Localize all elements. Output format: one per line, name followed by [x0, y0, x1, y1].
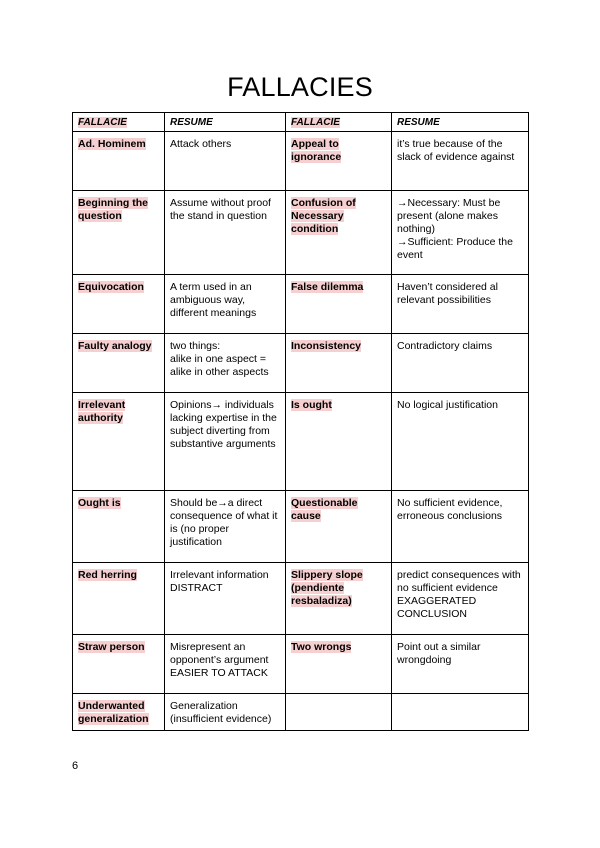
fallacy-resume: it’s true because of the slack of evidence against — [397, 138, 515, 163]
table-cell — [392, 275, 529, 334]
fallacy-resume: Opinions→ individuals lacking expertise in the subject diverting from substantive arguments — [170, 399, 277, 450]
fallacy-resume: No sufficient evidence, erroneous conclusions — [397, 497, 503, 522]
fallacy-resume: EASIER TO ATTACK — [170, 667, 268, 679]
fallacy-name: Appeal to ignorance — [291, 138, 342, 163]
fallacy-resume: Haven’t considered al relevant possibilities — [397, 281, 498, 306]
table-row — [73, 275, 529, 334]
table-cell — [286, 393, 392, 491]
table-cell — [286, 635, 392, 694]
table-cell — [165, 491, 286, 563]
table-cell — [165, 563, 286, 635]
header-cell — [392, 113, 529, 132]
fallacy-resume: →Sufficient: Produce the event — [397, 236, 513, 261]
table-cell — [165, 275, 286, 334]
fallacy-name: False dilemma — [291, 281, 364, 293]
table-cell — [165, 132, 286, 191]
fallacy-name: Two wrongs — [291, 641, 352, 653]
table-row — [73, 635, 529, 694]
fallacy-resume: Generalization (insufficient evidence) — [170, 700, 272, 725]
table-cell — [165, 635, 286, 694]
table-cell — [392, 635, 529, 694]
table-cell — [165, 334, 286, 393]
fallacy-name: Ought is — [78, 497, 121, 509]
table-cell — [286, 334, 392, 393]
fallacy-resume: No logical justification — [397, 399, 498, 411]
header-resume-1: RESUME — [170, 117, 213, 128]
table-cell — [392, 393, 529, 491]
fallacy-resume: Attack others — [170, 138, 232, 150]
header-cell — [286, 113, 392, 132]
fallacy-name: Inconsistency — [291, 340, 362, 352]
table-row — [73, 563, 529, 635]
fallacy-name: Straw person — [78, 641, 145, 653]
fallacy-resume: Point out a similar wrongdoing — [397, 641, 481, 666]
fallacy-name: Faulty analogy — [78, 340, 152, 352]
table-cell — [165, 191, 286, 275]
fallacy-resume: Misrepresent an opponent’s argument — [170, 641, 269, 666]
table-cell — [73, 334, 165, 393]
table-cell — [286, 694, 392, 731]
table-row — [73, 132, 529, 191]
fallacy-resume: Assume without proof the stand in question — [170, 197, 271, 222]
fallacy-name: Ad. Hominem — [78, 138, 146, 150]
fallacy-name: Confusion of Necessary condition — [291, 197, 356, 235]
fallacy-resume: Should be→a direct consequence of what it is (no proper justification — [170, 497, 278, 548]
fallacy-resume: →Necessary: Must be present (alone makes nothing) — [397, 197, 501, 235]
table-cell — [392, 694, 529, 731]
table-cell — [73, 635, 165, 694]
table-cell — [73, 694, 165, 731]
table-cell — [165, 393, 286, 491]
header-resume-2: RESUME — [397, 117, 440, 128]
table-cell — [165, 694, 286, 731]
fallacy-resume: predict consequences with no sufficient evidence — [397, 569, 521, 594]
table-cell — [392, 334, 529, 393]
fallacies-table — [72, 112, 529, 731]
table-cell — [392, 563, 529, 635]
table-header-row — [73, 113, 529, 132]
table-cell — [286, 275, 392, 334]
fallacy-name: Questionable cause — [291, 497, 358, 522]
fallacy-resume: two things: — [170, 340, 221, 352]
table-cell — [73, 275, 165, 334]
table-cell — [286, 563, 392, 635]
fallacy-resume: Contradictory claims — [397, 340, 493, 352]
fallacy-name: Equivocation — [78, 281, 144, 293]
table-cell — [73, 393, 165, 491]
fallacy-resume: DISTRACT — [170, 582, 223, 594]
table-row — [73, 491, 529, 563]
table-row — [73, 334, 529, 393]
header-fallacie-2: FALLACIE — [291, 117, 340, 128]
fallacy-resume: alike in one aspect = alike in other aspects — [170, 353, 269, 378]
table-cell — [286, 132, 392, 191]
table-cell — [286, 491, 392, 563]
header-fallacie-1: FALLACIE — [78, 117, 127, 128]
fallacy-name: Beginning the question — [78, 197, 148, 222]
fallacy-name: Irrelevant authority — [78, 399, 126, 424]
table-cell — [392, 132, 529, 191]
fallacy-name: Underwanted generalization — [78, 700, 149, 725]
page-number: 6 — [72, 760, 79, 772]
fallacy-name: Is ought — [291, 399, 332, 411]
fallacy-name: Slippery slope (pendiente resbaladiza) — [291, 569, 363, 607]
table-cell — [73, 563, 165, 635]
table-cell — [392, 491, 529, 563]
table-row — [73, 191, 529, 275]
table-cell — [286, 191, 392, 275]
fallacy-resume: Irrelevant information — [170, 569, 269, 581]
page-title: FALLACIES — [227, 72, 373, 102]
header-cell — [73, 113, 165, 132]
fallacy-resume: EXAGGERATED CONCLUSION — [397, 595, 477, 620]
table-cell — [73, 191, 165, 275]
table-cell — [73, 132, 165, 191]
table-cell — [392, 191, 529, 275]
table-cell — [73, 491, 165, 563]
header-cell — [165, 113, 286, 132]
table-row — [73, 393, 529, 491]
table-row — [73, 694, 529, 731]
fallacy-resume: A term used in an ambiguous way, different meanings — [170, 281, 257, 319]
fallacy-name: Red herring — [78, 569, 137, 581]
